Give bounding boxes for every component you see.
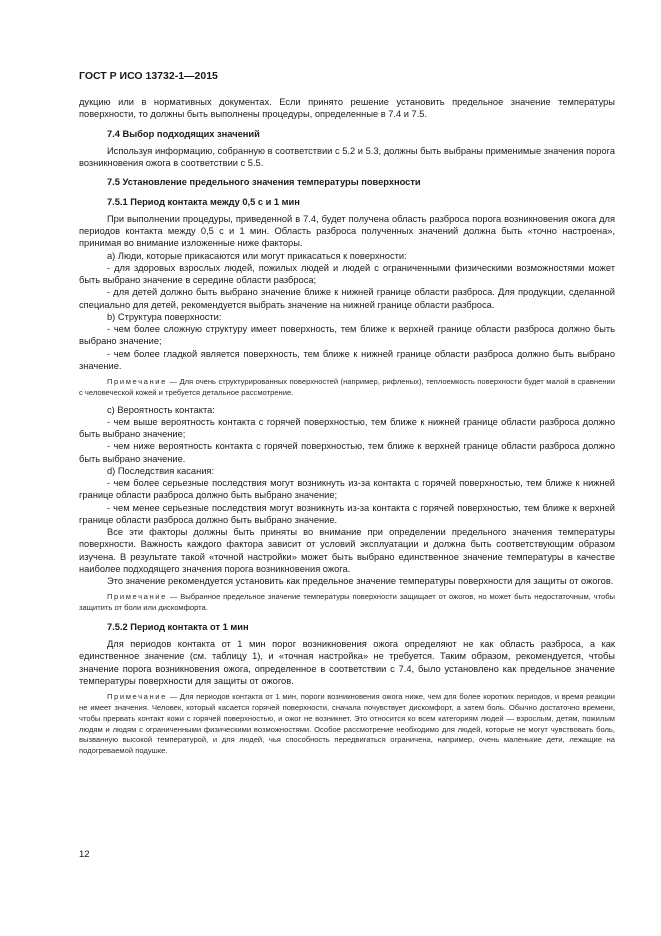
note: [79, 692, 615, 757]
paragraph: При выполнении процедуры, приведенной в 7.4, будет получена область разброса порога возникновения ожога для периодов контакта между 0,5 с и 1 мин. Область разброса полученных значений должна быть «точно настроена», принимая во внимание изложенные ниже факторы.: [79, 213, 615, 249]
paragraph: - чем более гладкой является поверхность, тем ближе к нижней границе области разброса должно быть выбрано значение.: [79, 348, 615, 371]
paragraph: - чем более серьезные последствия могут возникнуть из-за контакта с горячей поверхностью, тем ближе к нижней границе области разброса должно быть выбрано значение;: [79, 478, 615, 501]
paragraph: Используя информацию, собранную в соответствии с 5.2 и 5.3, должны быть выбраны применимые значения порога возникновения ожога в соответствии с 5.5.: [79, 145, 615, 168]
paragraph: Это значение рекомендуется установить как предельное значение температуры поверхности для защиты от ожогов.: [107, 576, 614, 587]
section-heading: 7.5.2 Период контакта от 1 мин: [107, 621, 249, 632]
paragraph: - для здоровых взрослых людей, пожилых людей и людей с ограниченными физическими возможностями может быть выбрано значение в середине области разброса;: [79, 262, 615, 285]
section-heading: 7.4 Выбор подходящих значений: [107, 128, 260, 139]
paragraph: b) Структура поверхности:: [107, 311, 222, 322]
standard-title: ГОСТ Р ИСО 13732-1—2015: [79, 70, 218, 82]
paragraph: Все эти факторы должны быть приняты во внимание при определении предельного значения температуры поверхности. Важность каждого фактора зависит от условий эксплуатации и должна быть соответствующим образом изучена. В результате такой «точной настройки» может быть выбрано единственное значение температуры в качестве наиболее подходящего значения порога возникновения ожога.: [79, 527, 615, 574]
paragraph: d) Последствия касания:: [107, 465, 215, 476]
paragraph: - чем более сложную структуру имеет поверхность, тем ближе к верхней границе области разброса должно быть выбрано значение;: [79, 324, 615, 347]
page-number: 12: [79, 849, 90, 860]
note-text: — Выбранное предельное значение температуры поверхности защищает от ожогов, но может быть недостаточным, чтобы защитить от боли или дискомфорта.: [79, 592, 615, 613]
note-text: — Для периодов контакта от 1 мин, пороги возникновения ожога ниже, чем для более коротких периодов, и время реакции не имеет значения. Человек, который касается горячей поверхности, сначала почувствует дискомфорт, а затем боль. Обычно достаточно времени, чтобы прервать контакт кожи с горячей поверхностью, и ожог не возникнет. Это относится ко всем категориям людей — взрослым, детям, пожилым людям и людям с ограниченными физическими возможностями. Особое рассмотрение необходимо для людей, которые не могут чувствовать боль, вызванную высокой температурой, и для людей, чья способность передвигаться ограничена, например, очень маленькие дети, лежащие на подогреваемой подушке.: [79, 692, 615, 756]
paragraph: дукцию или в нормативных документах. Если принято решение установить предельное значение температуры поверхности, то должны быть выполнены процедуры, определенные в 7.4 и 7.5.: [79, 97, 615, 120]
document-header: [79, 70, 218, 82]
document-body: [79, 96, 615, 762]
note: [79, 592, 615, 614]
section-heading: 7.5 Установление предельного значения температуры поверхности: [107, 177, 421, 188]
note-label: Примечание: [107, 692, 167, 702]
paragraph: с) Вероятность контакта:: [107, 404, 215, 415]
paragraph: - чем выше вероятность контакта с горячей поверхностью, тем ближе к нижней границе области разброса должно быть выбрано значение;: [79, 416, 615, 440]
note: [79, 377, 615, 399]
note-text: — Для очень структурированных поверхностей (например, рифленых), теплоемкость поверхности будет малой в сравнении с человеческой кожей и требуется детальное рассмотрение.: [79, 377, 615, 397]
paragraph: Для периодов контакта от 1 мин порог возникновения ожога определяют не как область разброса, а как единственное значение (см. таблицу 1), и «точная настройка» не требуется. Таким образом, рекомендуется, чтобы значение порога возникновения ожога, определенное в соответствии с 7.4, было установлено как предельное значение температуры поверхности для защиты от ожогов.: [79, 639, 615, 686]
section-heading: 7.5.1 Период контакта между 0,5 с и 1 мин: [107, 196, 300, 207]
note-label: Примечание: [107, 592, 167, 602]
paragraph: - чем ниже вероятность контакта с горячей поверхностью, тем ближе к верхней границе области разброса должно быть выбрано значение.: [79, 441, 615, 464]
note-label: Примечание: [107, 377, 167, 386]
paragraph: - чем менее серьезные последствия могут возникнуть из-за контакта с горячей поверхностью, тем ближе к верхней границе области разброса должно быть выбрано значение.: [79, 502, 615, 525]
paragraph: - для детей должно быть выбрано значение ближе к нижней границе области разброса. Для продукции, сделанной специально для детей, рекомендуется выбрать значение на нижней границе области разброса.: [79, 287, 615, 310]
paragraph: а) Люди, которые прикасаются или могут прикасаться к поверхности:: [107, 250, 407, 261]
